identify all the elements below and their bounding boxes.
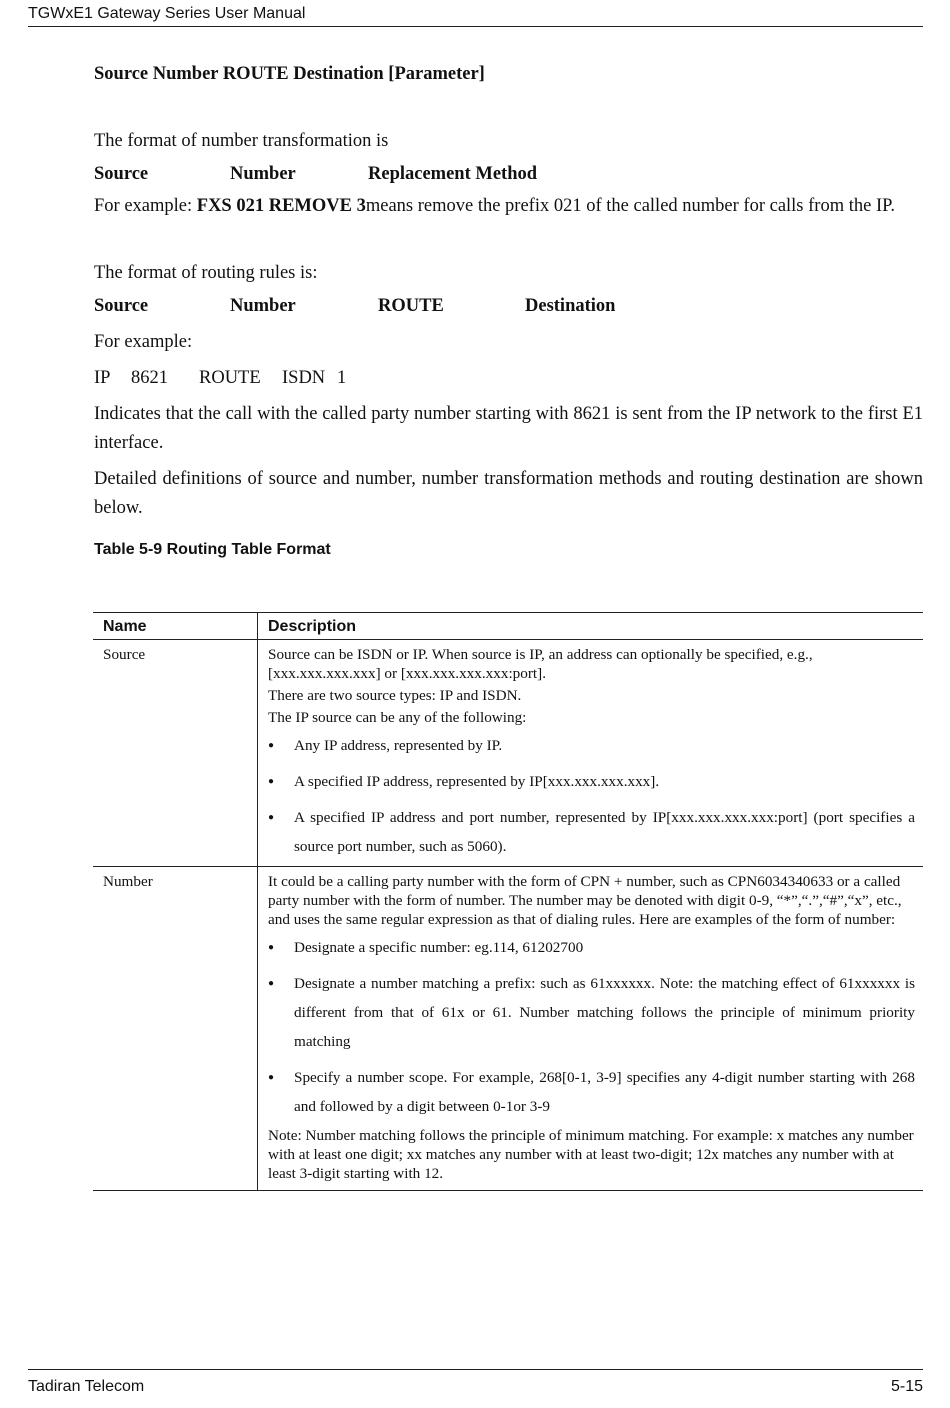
body-content — [94, 60, 923, 564]
routing-format-route: ROUTE — [378, 295, 444, 316]
table-header-description: Description — [258, 613, 924, 640]
table-caption: Table 5-9 Routing Table Format — [94, 541, 331, 558]
transform-example — [94, 192, 923, 221]
routing-intro: The format of routing rules is: — [94, 263, 318, 283]
bullet-item: ● A specified IP address, represented by IP[xxx.xxx.xxx.xxx]. — [268, 767, 915, 796]
routing-format-destination: Destination — [525, 295, 616, 316]
routing-example-route: ROUTE — [199, 367, 261, 388]
footer-rule — [28, 1369, 923, 1370]
table-row-number — [93, 867, 923, 1191]
bullet-item: ● Any IP address, represented by IP. — [268, 731, 915, 760]
routing-details: Detailed definitions of source and number, number transformation methods and routing destination are shown below. — [94, 469, 923, 518]
routing-example-port: 1 — [337, 367, 347, 388]
transform-format-source: Source — [94, 163, 149, 184]
table-row-source — [93, 640, 923, 867]
routing-example-row — [94, 360, 923, 396]
table-cell-description — [258, 640, 924, 867]
routing-example-label: For example: — [94, 331, 193, 352]
number-note: Note: Number matching follows the principle of minimum matching. For example: x matches any number with at least one digit; xx matches any number with at least two-digit; 12x matches any number with at least 3-digit starting with 12. — [268, 1127, 914, 1182]
number-desc-line: It could be a calling party number with the form of CPN + number, such as CPN6034340633 or a called party number with the form of number. The number may be denoted with digit 0-9, “*”,“.”,“#”,“x”, etc., and uses the same regular expression as that of dialing rules. Here are examples of the form of number: — [268, 873, 902, 928]
routing-format-source: Source — [94, 295, 149, 316]
source-desc-line: The IP source can be any of the following: — [268, 709, 527, 726]
header-rule — [28, 26, 923, 27]
routing-example-number: 8621 — [131, 367, 168, 388]
table-cell-name: Source — [93, 640, 258, 867]
bullet-item: ● Specify a number scope. For example, 268[0-1, 3-9] specifies any 4-digit number starting with 268 and followed by a digit between 0-1or 3-9 — [268, 1063, 915, 1121]
routing-example-destination: ISDN — [282, 367, 326, 388]
transform-format-method: Replacement Method — [368, 163, 538, 184]
table-cell-name: Number — [93, 867, 258, 1191]
routing-table — [93, 612, 923, 1191]
routing-format-row — [94, 288, 923, 324]
table-header-row — [93, 613, 923, 640]
routing-format-number: Number — [230, 295, 296, 316]
table-cell-description — [258, 867, 924, 1191]
transform-format-row — [94, 156, 923, 192]
transform-intro: The format of number transformation is — [94, 131, 389, 151]
transform-format-number: Number — [230, 163, 296, 184]
syntax-line: Source Number ROUTE Destination [Parameter] — [94, 64, 485, 84]
transform-example-command: FXS 021 REMOVE 3 — [196, 196, 366, 216]
transform-example-prefix: For example: — [94, 196, 197, 216]
routing-explanation: Indicates that the call with the called party number starting with 8621 is sent from the IP network to the first E1 interface. — [94, 404, 923, 453]
table-header-name: Name — [93, 613, 258, 640]
number-bullet-list — [268, 933, 915, 1121]
routing-example-source: IP — [94, 367, 111, 388]
footer-company: Tadiran Telecom — [28, 1378, 145, 1395]
source-bullet-list — [268, 731, 915, 861]
source-desc-line: There are two source types: IP and ISDN. — [268, 687, 522, 704]
footer-page-number: 5-15 — [890, 1378, 923, 1395]
bullet-item: ● Designate a specific number: eg.114, 61202700 — [268, 933, 915, 962]
transform-example-rest: means remove the prefix 021 of the called number for calls from the IP. — [365, 196, 895, 216]
source-desc-line: Source can be ISDN or IP. When source is IP, an address can optionally be specified, e.g., [xxx.xxx.xxx.xxx] or [xxx.xxx.xxx.xxx:port]. — [268, 646, 813, 682]
running-header: TGWxE1 Gateway Series User Manual — [28, 5, 306, 22]
bullet-item: ● Designate a number matching a prefix: such as 61xxxxxx. Note: the matching effect of 61xxxxxx is different from that of 61x or 61. Number matching follows the principle of minimum priority matching — [268, 969, 915, 1056]
bullet-item: ● A specified IP address and port number, represented by IP[xxx.xxx.xxx.xxx:port] (port specifies a source port number, such as 5060). — [268, 803, 915, 861]
